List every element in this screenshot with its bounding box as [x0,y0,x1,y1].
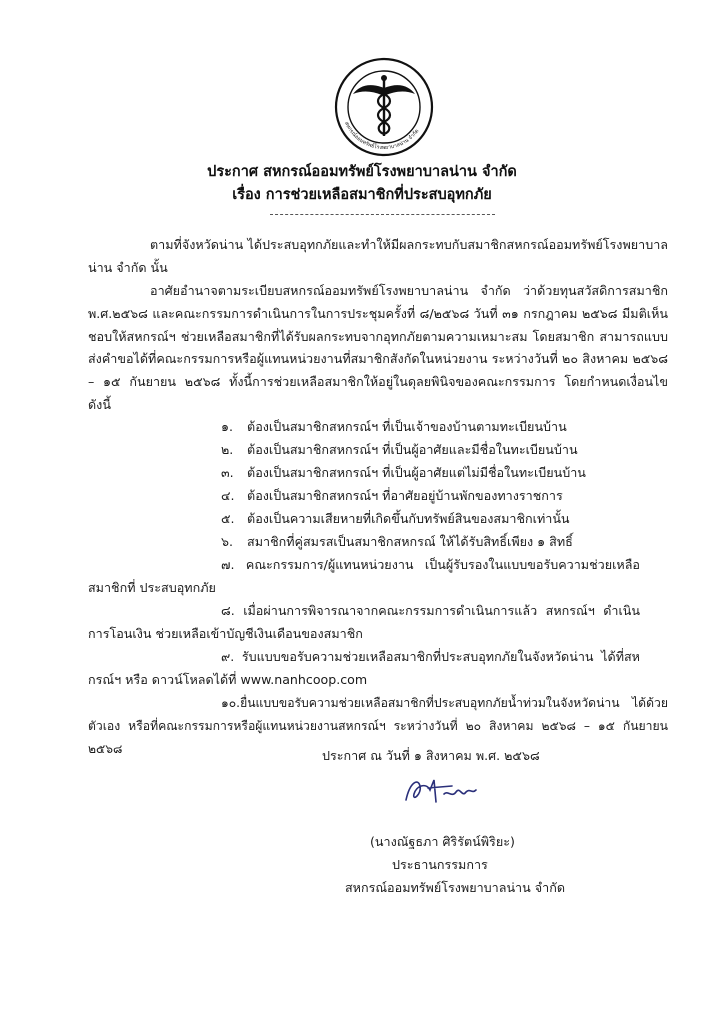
condition-number: ๖. [221,534,233,549]
cooperative-seal-logo [333,56,435,158]
condition-number: ๕. [221,511,235,526]
condition-item-2 [221,439,578,462]
condition-number: ๔. [221,488,235,503]
condition-item-1 [221,416,567,439]
condition-text: เมื่อผ่านการพิจารณาจากคณะกรรมการดำเนินการแล้ว สหกรณ์ฯ ดำเนินการโอนเงิน ช่วยเหลือเข้าบัญชีเงินเดือนของสมาชิก [88,603,640,641]
condition-text: ยื่นแบบขอรับความช่วยเหลือสมาชิกที่ประสบอุทกภัยน้ำท่วมในจังหวัดน่าน ได้ด้วยตัวเอง หรือที่คณะกรรมการหรือผู้แทนหน่วยงานสหกรณ์ฯ ระหว่างวันที่ ๒๐ สิงหาคม ๒๕๖๘ – ๑๕ กันยายน ๒๕๖๘ [88,696,668,756]
signer-organization: สหกรณ์ออมทรัพย์โรงพยาบาลน่าน จำกัด [345,880,565,895]
condition-number: ๒. [221,442,234,457]
condition-text: คณะกรรมการ/ผู้แทนหน่วยงาน เป็นผู้รับรองในแบบขอรับความช่วยเหลือสมาชิกที่ ประสบอุทกภัย [88,557,640,595]
condition-number: ๘. [221,603,235,618]
condition-number: ๓. [221,465,234,480]
condition-item-3 [221,462,586,485]
condition-text: ต้องเป็นสมาชิกสหกรณ์ฯ ที่เป็นผู้อาศัยและมีชื่อในทะเบียนบ้าน [247,442,578,457]
announcement-date: ประกาศ ณ วันที่ ๑ สิงหาคม พ.ศ. ๒๕๖๘ [322,748,540,763]
condition-item-9 [88,646,640,692]
page-title-line2: เรื่อง การช่วยเหลือสมาชิกที่ประสบอุทกภัย [232,187,492,203]
condition-number: ๑๐. [221,696,241,710]
page-title-line1: ประกาศ สหกรณ์ออมทรัพย์โรงพยาบาลน่าน จำกัด [207,164,517,180]
condition-text: รับแบบขอรับความช่วยเหลือสมาชิกที่ประสบอุทกภัยในจังหวัดน่าน ได้ที่สหกรณ์ฯ หรือ ดาวน์โหลดได้ที่ www.nanhcoop.com [88,649,640,687]
condition-text: ต้องเป็นสมาชิกสหกรณ์ฯ ที่อาศัยอยู่บ้านพักของทางราชการ [247,488,563,503]
condition-number: ๑. [221,419,233,434]
condition-text: สมาชิกที่คู่สมรสเป็นสมาชิกสหกรณ์ ให้ได้รับสิทธิ์เพียง ๑ สิทธิ์ [247,534,573,549]
condition-item-6 [221,531,573,554]
condition-item-4 [221,485,563,508]
paragraph-authority: อาศัยอำนาจตามระเบียบสหกรณ์ออมทรัพย์โรงพยาบาลน่าน จำกัด ว่าด้วยทุนสวัสดิการสมาชิก พ.ศ.๒๕๖๘ และคณะกรรมการดำเนินการในการประชุมครั้งที่ ๘/๒๕๖๘ วันที่ ๓๑ กรกฎาคม ๒๕๖๘ มีมติเห็นชอบให้สหกรณ์ฯ ช่วยเหลือสมาชิกที่ได้รับผลกระทบจากอุทกภัยตามความเหมาะสม โดยสมาชิก สามารถแบบส่งคำขอได้ที่คณะกรรมการหรือผู้แทนหน่วยงานที่สมาชิกสังกัดในหน่วยงาน ระหว่างวันที่ ๒๐ สิงหาคม ๒๕๖๘ – ๑๕ กันยายน ๒๕๖๘ ทั้งนี้การช่วยเหลือสมาชิกให้อยู่ในดุลยพินิจของคณะกรรมการ โดยกำหนดเงื่อนไข ดังนี้ [88,283,668,412]
caduceus-seal-icon [353,75,415,136]
handwritten-signature [400,772,480,812]
title-divider [270,214,495,215]
condition-text: ต้องเป็นความเสียหายที่เกิดขึ้นกับทรัพย์สินของสมาชิกเท่านั้น [247,511,570,526]
condition-item-8 [88,600,640,646]
condition-item-7 [88,554,640,600]
condition-text: ต้องเป็นสมาชิกสหกรณ์ฯ ที่เป็นผู้อาศัยแต่ไม่มีชื่อในทะเบียนบ้าน [247,465,586,480]
condition-number: ๗. [221,557,235,572]
signer-name: (นางณัฐธภา ศิริรัตน์พิริยะ) [370,834,515,849]
paragraph-intro: ตามที่จังหวัดน่าน ได้ประสบอุทกภัยและทำให้มีผลกระทบกับสมาชิกสหกรณ์ออมทรัพย์โรงพยาบาล น่าน จำกัด นั้น [88,237,668,275]
signer-position: ประธานกรรมการ [392,857,488,872]
condition-item-5 [221,508,570,531]
condition-text: ต้องเป็นสมาชิกสหกรณ์ฯ ที่เป็นเจ้าของบ้านตามทะเบียนบ้าน [247,419,567,434]
svg-text:สหกรณ์ออมทรัพย์โรงพยาบาลน่าน จ: สหกรณ์ออมทรัพย์โรงพยาบาลน่าน จำกัด [343,120,421,152]
condition-number: ๙. [221,649,235,664]
